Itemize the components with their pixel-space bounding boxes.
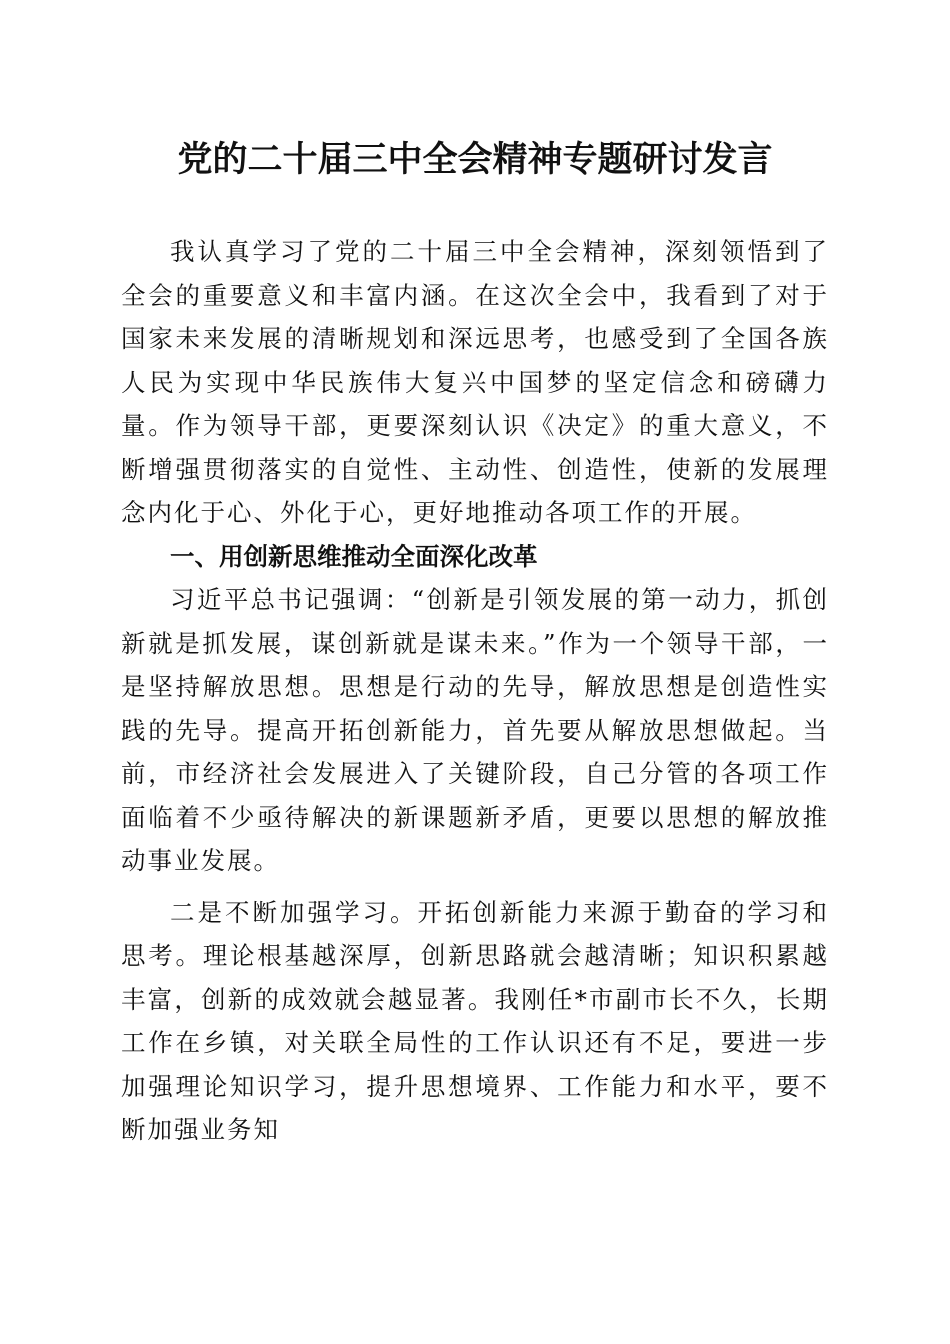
section1-paragraph-1: 习近平总书记强调：“创新是引领发展的第一动力，抓创新就是抓发展，谋创新就是谋未来。”作为一个领导干部，一是坚持解放思想。思想是行动的先导，解放思想是创造性实践的先导。提高开拓创新能力，首先要从解放思想做起。当前，市经济社会发展进入了关键阶段，自己分管的各项工作面临着不少亟待解决的新课题新矛盾，更要以思想的解放推动事业发展。 [121,585,829,875]
section-heading-1: 一、用创新思维推动全面深化改革 [170,541,538,571]
document-title: 党的二十届三中全会精神专题研讨发言 [177,139,773,180]
document-body [121,230,829,1152]
intro-paragraph: 我认真学习了党的二十届三中全会精神，深刻领悟到了全会的重要意义和丰富内涵。在这次全会中，我看到了对于国家未来发展的清晰规划和深远思考，也感受到了全国各族人民为实现中华民族伟大复兴中国梦的坚定信念和磅礴力量。作为领导干部，更要深刻认识《决定》的重大意义，不断增强贯彻落实的自觉性、主动性、创造性，使新的发展理念内化于心、外化于心，更好地推动各项工作的开展。 [121,237,829,527]
section1-paragraph-2: 二是不断加强学习。开拓创新能力来源于勤奋的学习和思考。理论根基越深厚，创新思路就会越清晰；知识积累越丰富，创新的成效就会越显著。我刚任*市副市长不久，长期工作在乡镇，对关联全局性的工作认识还有不足，要进一步加强理论知识学习，提升思想境界、工作能力和水平，要不断加强业务知 [121,897,829,1144]
